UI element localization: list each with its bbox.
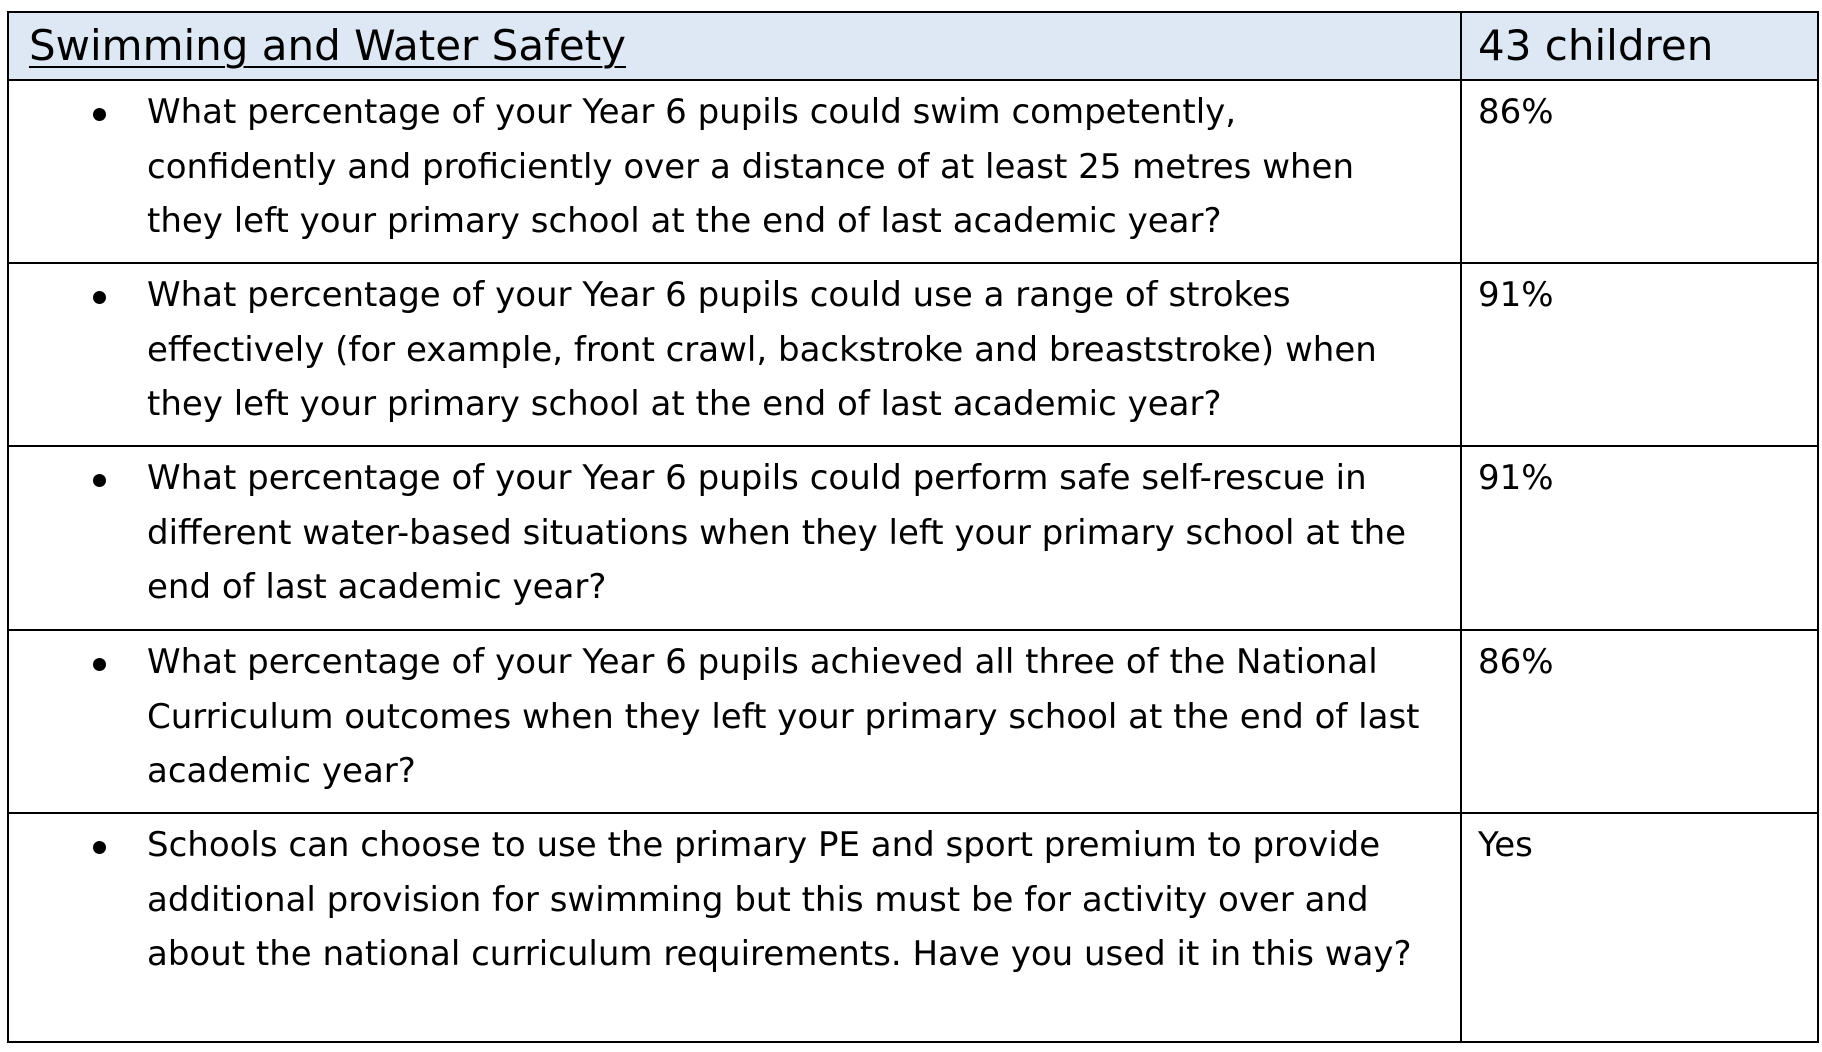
answer-cell xyxy=(1461,263,1818,446)
bullet-icon xyxy=(93,658,106,671)
table-header-row xyxy=(8,12,1818,80)
table-row xyxy=(8,80,1818,263)
bullet-icon xyxy=(93,841,106,854)
question-text: What percentage of your Year 6 pupils could use a range of strokes effectively (for example, front crawl, backstroke and breaststroke) when they left your primary school at the end of last academic year? xyxy=(147,275,1377,424)
question-cell xyxy=(8,446,1461,630)
answer-cell xyxy=(1461,446,1818,630)
question-text: What percentage of your Year 6 pupils could swim competently, confidently and proficiently over a distance of at least 25 metres when they left your primary school at the end of last academic year? xyxy=(147,92,1355,241)
answer-value: 86% xyxy=(1478,92,1554,132)
table-row xyxy=(8,630,1818,813)
table-row xyxy=(8,813,1818,1042)
answer-value: Yes xyxy=(1478,825,1533,865)
bullet-icon xyxy=(93,474,106,487)
answer-value: 91% xyxy=(1478,275,1554,315)
question-cell xyxy=(8,630,1461,813)
question-cell xyxy=(8,813,1461,1042)
answer-value: 91% xyxy=(1478,458,1554,498)
question-text: What percentage of your Year 6 pupils achieved all three of the National Curriculum outcomes when they left your primary school at the end of last academic year? xyxy=(147,642,1420,791)
answer-value: 86% xyxy=(1478,642,1554,682)
swimming-safety-table xyxy=(7,11,1819,1043)
answer-cell xyxy=(1461,630,1818,813)
answer-cell xyxy=(1461,813,1818,1042)
table-row xyxy=(8,446,1818,630)
question-text: What percentage of your Year 6 pupils could perform safe self-rescue in different water-based situations when they left your primary school at the end of last academic year? xyxy=(147,458,1407,607)
table-row xyxy=(8,263,1818,446)
header-title-cell xyxy=(8,12,1461,80)
section-title: Swimming and Water Safety xyxy=(29,21,627,70)
answer-cell xyxy=(1461,80,1818,263)
bullet-icon xyxy=(93,108,106,121)
header-count-cell xyxy=(1461,12,1818,80)
question-text: Schools can choose to use the primary PE and sport premium to provide additional provision for swimming but this must be for activity over and about the national curriculum requirements. Have you used it in this way? xyxy=(147,825,1412,974)
bullet-icon xyxy=(93,291,106,304)
children-count: 43 children xyxy=(1478,21,1714,70)
question-cell xyxy=(8,80,1461,263)
question-cell xyxy=(8,263,1461,446)
